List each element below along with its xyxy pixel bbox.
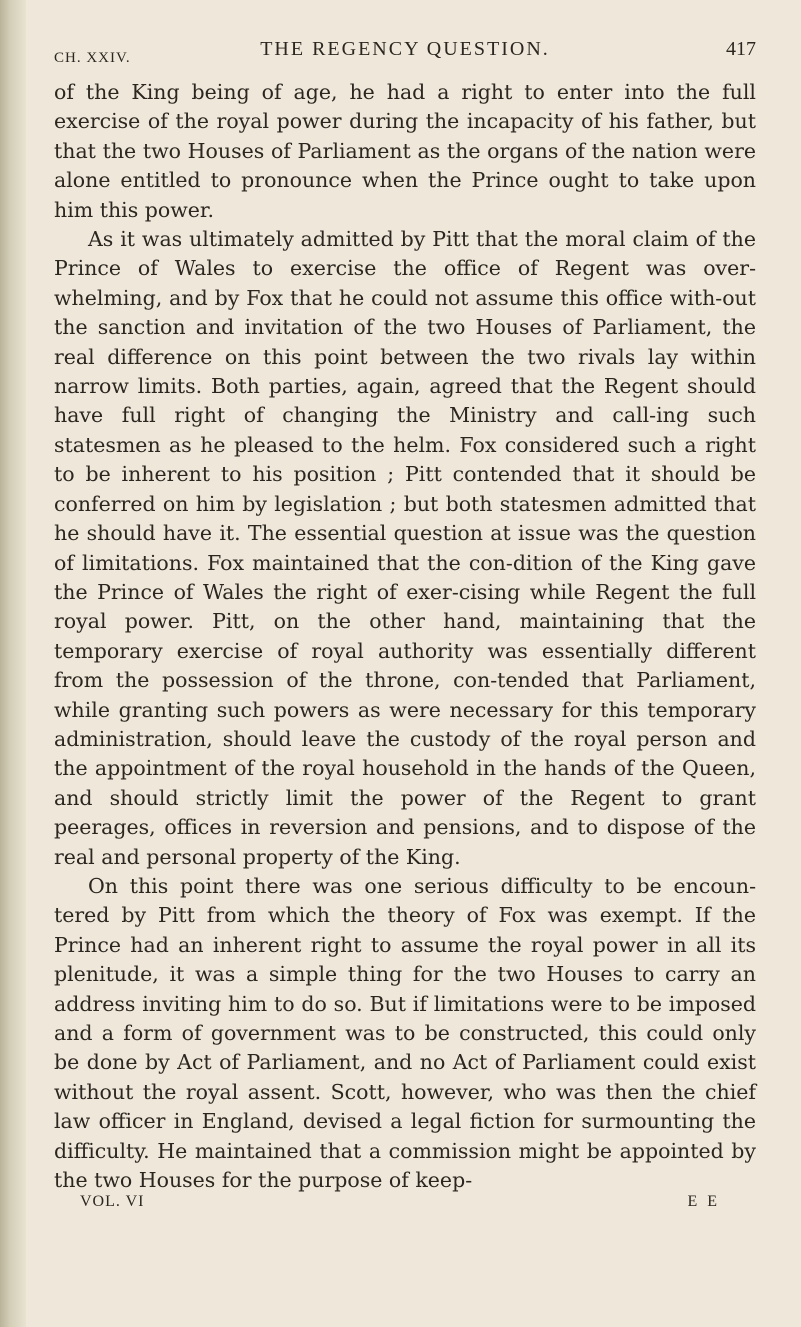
- binding-gutter: [0, 0, 26, 1327]
- running-head: [54, 38, 756, 78]
- page-number: 417: [726, 38, 756, 60]
- volume-signature: VOL. VI: [80, 1193, 145, 1211]
- paragraph-2: As it was ultimately admitted by Pitt that the moral claim of the Prince of Wales to exercise the office of Regent was over-whelming, and by Fox that he could not assume this office with-out the sanction and invitation of the two Houses of Parliament, the real difference on this point between the two rivals lay within narrow limits. Both parties, again, agreed that the Regent should have full right of changing the Ministry and call-ing such statesmen as he pleased to the helm. Fox considered such a right to be inherent to his position ; Pitt contended that it should be conferred on him by legislation ; but both statesmen admitted that he should have it. The essential question at issue was the question of limitations. Fox maintained that the con-dition of the King gave the Prince of Wales the right of exer-cising while Regent the full royal power. Pitt, on the other hand, maintaining that the temporary exercise of royal authority was essentially different from the possession of the throne, con-tended that Parliament, while granting such powers as were necessary for this temporary administration, should leave the custody of the royal person and the appointment of the royal household in the hands of the Queen, and should strictly limit the power of the Regent to grant peerages, offices in reversion and pensions, and to dispose of the real and personal property of the King.: [54, 227, 756, 869]
- running-title: THE REGENCY QUESTION.: [260, 38, 550, 60]
- paragraph-3: On this point there was one serious difficulty to be encoun-tered by Pitt from which the theory of Fox was exempt. If the Prince had an inherent right to assume the royal power in all its plenitude, it was a simple thing for the two Houses to carry an address inviting him to do so. But if limitations were to be imposed and a form of government was to be constructed, this could only be done by Act of Parliament, and no Act of Parliament could exist without the royal assent. Scott, however, who was then the chief law officer in England, devised a legal fiction for surmounting the difficulty. He maintained that a commission might be appointed by the two Houses for the purpose of keep-: [54, 873, 756, 1193]
- sheet-signature: E E: [687, 1193, 720, 1211]
- chapter-label: CH. XXIV.: [54, 50, 131, 66]
- book-page: [54, 38, 756, 1221]
- page-footer: [54, 1193, 756, 1221]
- paragraph-1: of the King being of age, he had a right to enter into the full exercise of the royal power during the incapacity of his father, but that the two Houses of Parliament as the organs of the nation were alone entitled to pronounce when the Prince ought to take upon him this power.: [54, 80, 756, 222]
- body-text: [54, 78, 756, 1195]
